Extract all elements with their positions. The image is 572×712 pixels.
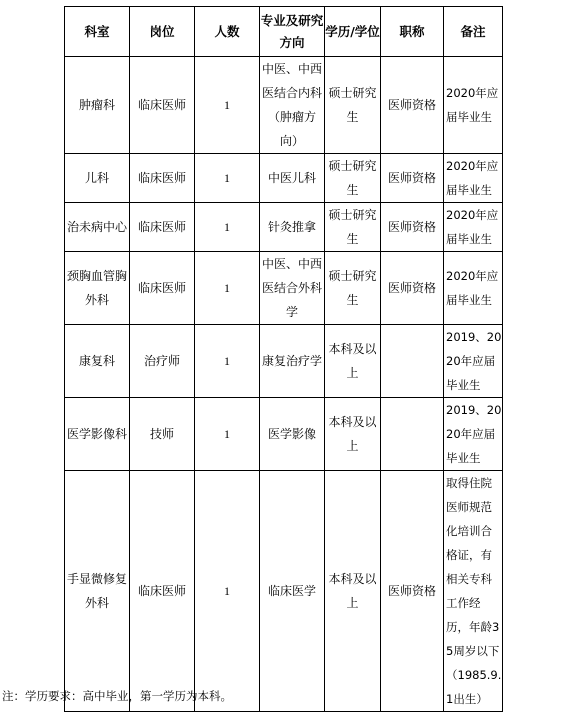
cell-education: 硕士研究生 [325, 203, 381, 252]
header-dept: 科室 [65, 7, 130, 57]
cell-major: 中医、中西医结合内科（肿瘤方向） [260, 57, 325, 154]
cell-count: 1 [195, 203, 260, 252]
cell-post: 技师 [130, 398, 195, 471]
cell-note: 取得住院医师规范化培训合格证，有相关专科工作经历，年龄35周岁以下（1985.9.1出生） [444, 471, 503, 712]
cell-title: 医师资格 [381, 57, 444, 154]
table-row [65, 154, 503, 203]
cell-count: 1 [195, 154, 260, 203]
table-row [65, 203, 503, 252]
recruitment-table [64, 6, 503, 712]
footnote: 注：学历要求：高中毕业，第一学历为本科。 [2, 689, 232, 703]
cell-dept: 治未病中心 [65, 203, 130, 252]
cell-post: 临床医师 [130, 252, 195, 325]
cell-post: 临床医师 [130, 154, 195, 203]
cell-dept: 医学影像科 [65, 398, 130, 471]
cell-note: 2020年应届毕业生 [444, 252, 503, 325]
cell-title [381, 398, 444, 471]
table-row [65, 325, 503, 398]
cell-title: 医师资格 [381, 471, 444, 712]
header-post: 岗位 [130, 7, 195, 57]
table-row [65, 398, 503, 471]
cell-count: 1 [195, 398, 260, 471]
table-row [65, 252, 503, 325]
cell-major: 中医、中西医结合外科学 [260, 252, 325, 325]
cell-post: 临床医师 [130, 471, 195, 712]
cell-education: 硕士研究生 [325, 252, 381, 325]
cell-major: 针灸推拿 [260, 203, 325, 252]
cell-dept: 颈胸血管胸外科 [65, 252, 130, 325]
cell-count: 1 [195, 471, 260, 712]
header-note: 备注 [444, 7, 503, 57]
cell-education: 本科及以上 [325, 398, 381, 471]
table-row [65, 57, 503, 154]
cell-note: 2020年应届毕业生 [444, 203, 503, 252]
header-title: 职称 [381, 7, 444, 57]
cell-post: 治疗师 [130, 325, 195, 398]
header-count: 人数 [195, 7, 260, 57]
cell-title: 医师资格 [381, 203, 444, 252]
table-row [65, 471, 503, 712]
cell-education: 硕士研究生 [325, 154, 381, 203]
cell-post: 临床医师 [130, 57, 195, 154]
cell-dept: 康复科 [65, 325, 130, 398]
cell-title [381, 325, 444, 398]
cell-education: 本科及以上 [325, 325, 381, 398]
header-education: 学历/学位 [325, 7, 381, 57]
cell-dept: 手显微修复外科 [65, 471, 130, 712]
cell-major: 临床医学 [260, 471, 325, 712]
cell-note: 2019、2020年应届毕业生 [444, 398, 503, 471]
cell-dept: 肿瘤科 [65, 57, 130, 154]
cell-note: 2020年应届毕业生 [444, 154, 503, 203]
cell-education: 硕士研究生 [325, 57, 381, 154]
cell-note: 2019、2020年应届毕业生 [444, 325, 503, 398]
cell-count: 1 [195, 57, 260, 154]
cell-title: 医师资格 [381, 252, 444, 325]
cell-dept: 儿科 [65, 154, 130, 203]
header-row [65, 7, 503, 57]
cell-count: 1 [195, 325, 260, 398]
header-major: 专业及研究方向 [260, 7, 325, 57]
cell-education: 本科及以上 [325, 471, 381, 712]
cell-major: 康复治疗学 [260, 325, 325, 398]
cell-count: 1 [195, 252, 260, 325]
cell-note: 2020年应届毕业生 [444, 57, 503, 154]
cell-title: 医师资格 [381, 154, 444, 203]
cell-post: 临床医师 [130, 203, 195, 252]
cell-major: 医学影像 [260, 398, 325, 471]
cell-major: 中医儿科 [260, 154, 325, 203]
